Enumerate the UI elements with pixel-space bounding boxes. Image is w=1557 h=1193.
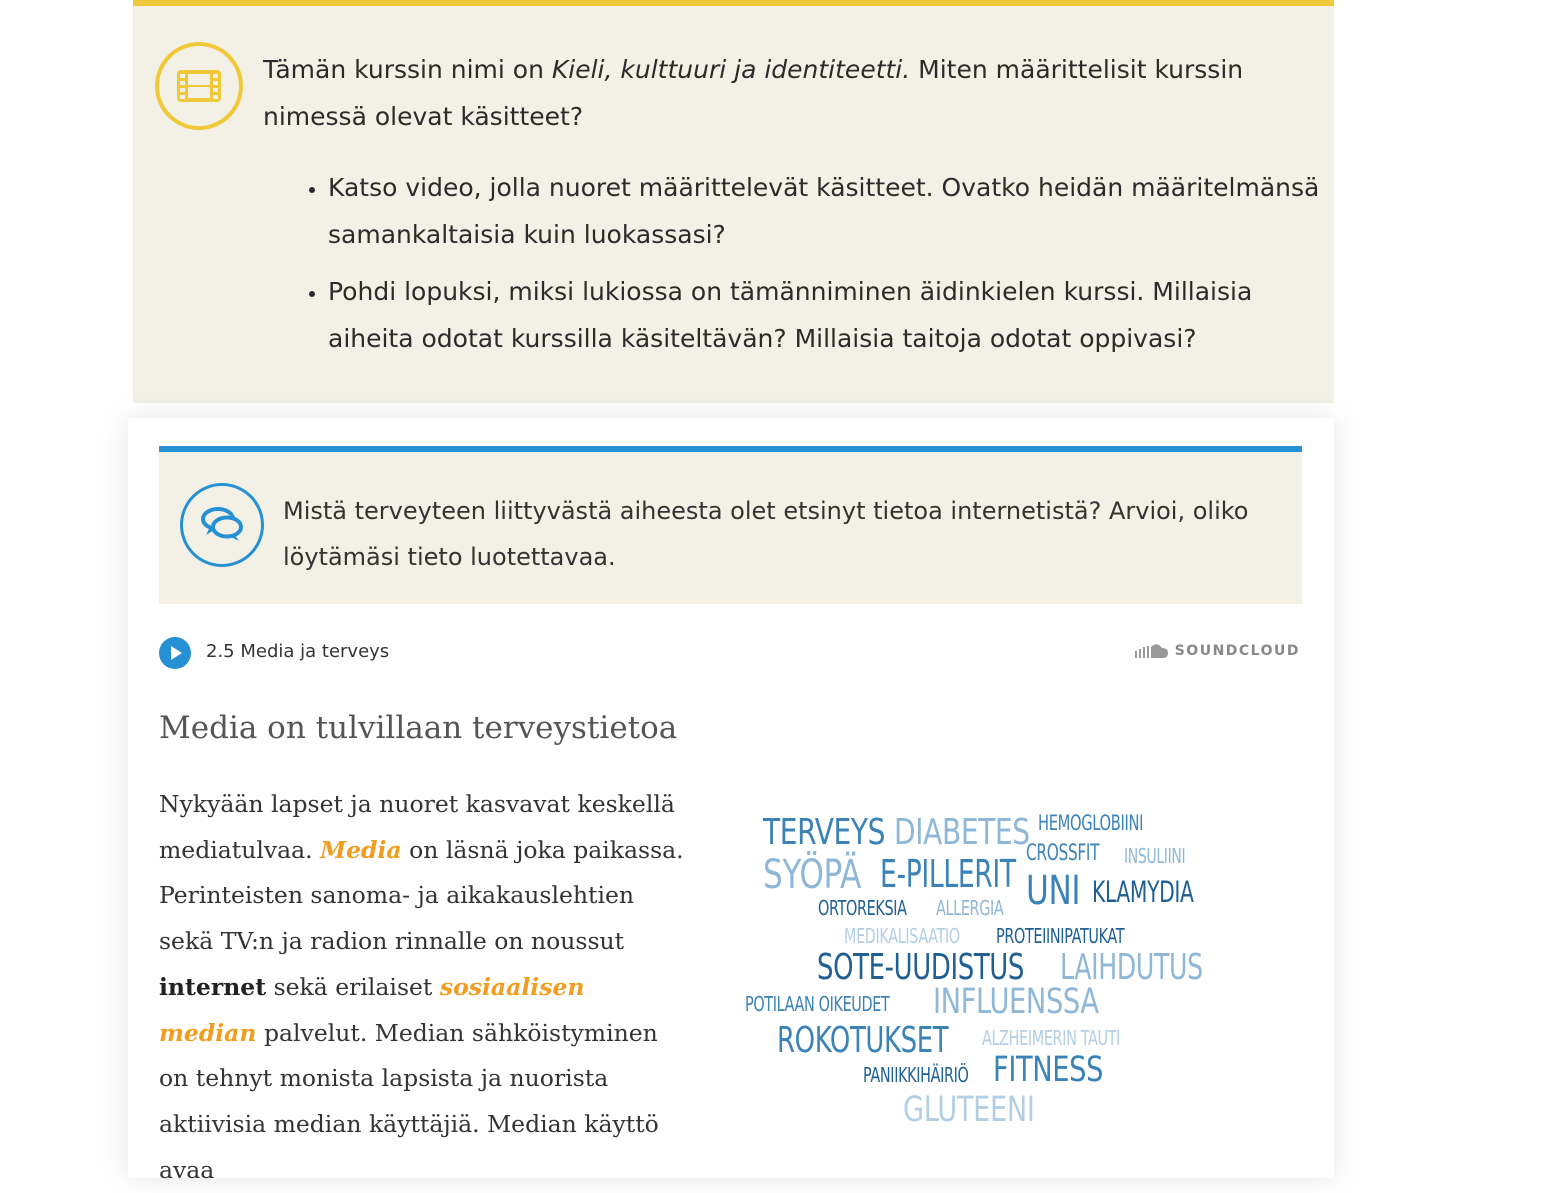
cloud-word: PROTEIINIPATUKAT (996, 924, 1125, 948)
cloud-word: TERVEYS (763, 812, 886, 853)
cloud-word: INSULIINI (1124, 844, 1186, 868)
cloud-word: CROSSFIT (1026, 841, 1100, 866)
keyword-media[interactable]: Media (320, 835, 402, 864)
cloud-word: ALLERGIA (936, 896, 1004, 920)
list-item: • Pohdi lopuksi, miksi lukiossa on tämänniminen äidinkielen kurssi. Millaisia aiheita odotat kurssilla käsiteltävän? Millaisia taitoja odotat oppivasi? (328, 268, 1328, 362)
keyword-social-media[interactable]: sosiaalisen median (159, 972, 585, 1047)
health-word-cloud (738, 793, 1238, 1153)
cloud-word: SOTE-UUDISTUS (817, 947, 1024, 988)
soundcloud-link[interactable] (1135, 643, 1300, 659)
task-bullet-list (303, 164, 1328, 372)
task-box-discussion (159, 446, 1302, 604)
play-button[interactable] (159, 637, 191, 669)
course-name: Kieli, kulttuuri ja identiteetti. (551, 55, 911, 84)
audio-player (159, 636, 1302, 670)
cloud-word: INFLUENSSA (933, 982, 1099, 1022)
cloud-word: ALZHEIMERIN TAUTI (982, 1026, 1121, 1050)
article-title: Media on tulvillaan terveystietoa (159, 710, 678, 746)
cloud-word: PANIIKKIHÄIRIÖ (863, 1063, 969, 1087)
article-text: on läsnä joka paikassa. Perinteisten sanoma- ja aikakauslehtien sekä TV:n ja radion rinnalle on noussut (159, 835, 684, 956)
cloud-word: POTILAAN OIKEUDET (745, 992, 890, 1016)
keyword-internet: internet (159, 972, 267, 1001)
cloud-word: SYÖPÄ (763, 852, 861, 898)
cloud-word: E-PILLERIT (880, 852, 1016, 896)
task-intro (263, 46, 1293, 140)
cloud-word: UNI (1026, 868, 1081, 914)
cloud-word: LAIHDUTUS (1060, 947, 1203, 988)
track-title[interactable]: 2.5 Media ja terveys (206, 641, 390, 662)
soundcloud-label: SOUNDCLOUD (1174, 643, 1300, 659)
cloud-word: HEMOGLOBIINI (1038, 811, 1144, 835)
film-icon (155, 42, 243, 130)
cloud-word: FITNESS (993, 1050, 1104, 1090)
cloud-word: ORTOREKSIA (818, 896, 907, 920)
discussion-question: Mistä terveyteen liittyvästä aiheesta olet etsinyt tietoa internetistä? Arvioi, oliko löytämäsi tieto luotettavaa. (283, 497, 1249, 571)
task-intro-question: Miten määrittelisit kurssin nimessä olevat käsitteet? (263, 55, 1244, 131)
article-text: palvelut. Median sähköistyminen on tehnyt monista lapsista ja nuorista aktiivisia median käyttäjiä. Median käyttö avaa (159, 1018, 659, 1184)
task-intro-text: Tämän kurssin nimi on (263, 55, 552, 84)
cloud-word: KLAMYDIA (1092, 875, 1194, 909)
cloud-word: MEDIKALISAATIO (844, 924, 960, 948)
article-paragraph (159, 782, 689, 1193)
cloud-word: ROKOTUKSET (777, 1020, 949, 1061)
lesson-card (128, 418, 1334, 1184)
article-text: Nykyään lapset ja nuoret kasvavat keskellä mediatulvaa. (159, 790, 675, 864)
article-text: sekä erilaiset (266, 972, 440, 1001)
list-item: • Katso video, jolla nuoret määrittelevät käsitteet. Ovatko heidän määritelmänsä samankaltaisia kuin luokassasi? (328, 164, 1328, 258)
cloud-word: GLUTEENI (903, 1090, 1035, 1130)
discussion-icon (180, 483, 264, 567)
soundcloud-icon (1135, 643, 1169, 659)
task-box-video (133, 0, 1334, 403)
cloud-word: DIABETES (894, 812, 1030, 853)
